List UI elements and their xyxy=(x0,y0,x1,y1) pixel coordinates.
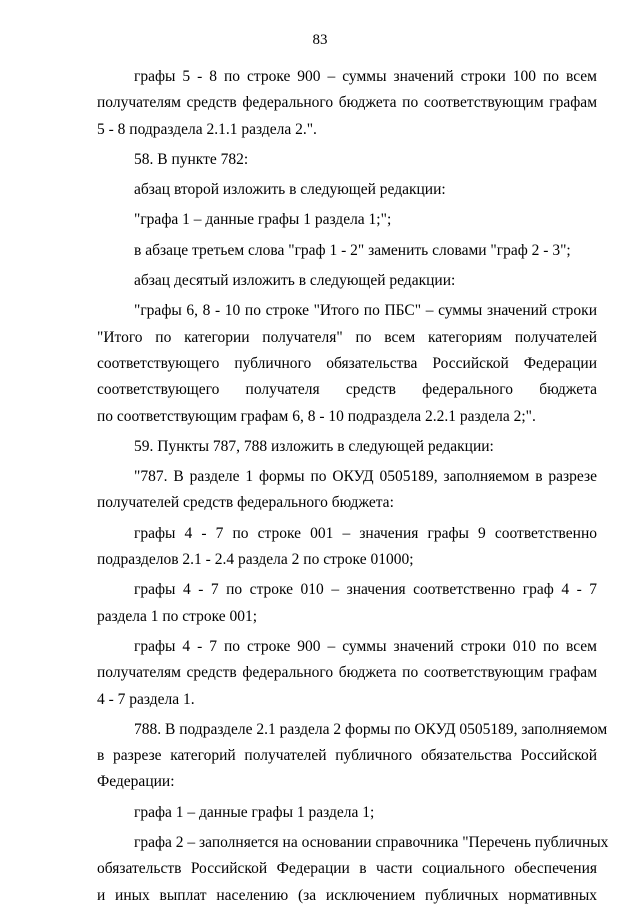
document-body xyxy=(97,64,609,909)
text-line: "Итого по категории получателя" по всем категориям получателей xyxy=(97,328,597,346)
text-line: в разрезе категорий получателей публичного обязательства Российской xyxy=(97,747,597,765)
page-number: 83 xyxy=(312,32,328,48)
text-line: графы 4 - 7 по строке 900 – суммы значений строки 010 по всем xyxy=(134,637,597,655)
text-line: графа 1 – данные графы 1 раздела 1; xyxy=(134,803,375,821)
text-line: получателей средств федерального бюджета: xyxy=(97,494,394,512)
text-line: подразделов 2.1 - 2.4 раздела 2 по строке 01000; xyxy=(97,551,414,569)
text-line: 788. В подразделе 2.1 раздела 2 формы по ОКУД 0505189, заполняемом xyxy=(134,720,608,738)
text-line: по соответствующим графам 6, 8 - 10 подраздела 2.2.1 раздела 2;". xyxy=(97,407,536,425)
text-line: графы 5 - 8 по строке 900 – суммы значений строки 100 по всем xyxy=(134,68,597,85)
text-line: получателям средств федерального бюджета по соответствующим графам xyxy=(97,664,597,682)
text-line: 58. В пункте 782: xyxy=(134,150,249,168)
text-line: 5 - 8 подраздела 2.1.1 раздела 2.". xyxy=(97,120,317,138)
text-line: 59. Пункты 787, 788 изложить в следующей редакции: xyxy=(134,437,494,455)
text-line: графа 2 – заполняется на основании справочника "Перечень публичных xyxy=(134,834,609,852)
text-line: 4 - 7 раздела 1. xyxy=(97,690,195,708)
text-line: в абзаце третьем слова "граф 1 - 2" заменить словами "граф 2 - 3"; xyxy=(134,241,571,259)
text-line: соответствующего получателя средств федерального бюджета xyxy=(97,381,597,399)
text-line: обязательств Российской Федерации в части социального обеспечения xyxy=(97,860,597,878)
text-line: и иных выплат населению (за исключением публичных нормативных xyxy=(97,886,597,904)
text-line: раздела 1 по строке 001; xyxy=(97,607,258,625)
text-line: графы 4 - 7 по строке 001 – значения графы 9 соответственно xyxy=(134,524,597,542)
text-line: графы 4 - 7 по строке 010 – значения соответственно граф 4 - 7 xyxy=(134,581,597,599)
text-line: абзац десятый изложить в следующей редакции: xyxy=(134,272,456,290)
text-line: соответствующего публичного обязательства Российской Федерации xyxy=(97,354,597,372)
text-line: "графы 6, 8 - 10 по строке "Итого по ПБС" – суммы значений строки xyxy=(134,302,597,320)
text-line: получателям средств федерального бюджета по соответствующим графам xyxy=(97,94,597,112)
text-line: "графа 1 – данные графы 1 раздела 1;"; xyxy=(134,211,392,229)
text-line: Федерации: xyxy=(97,773,175,791)
text-line: абзац второй изложить в следующей редакции: xyxy=(134,181,446,199)
text-line: "787. В разделе 1 формы по ОКУД 0505189, заполняемом в разрезе xyxy=(134,468,597,486)
